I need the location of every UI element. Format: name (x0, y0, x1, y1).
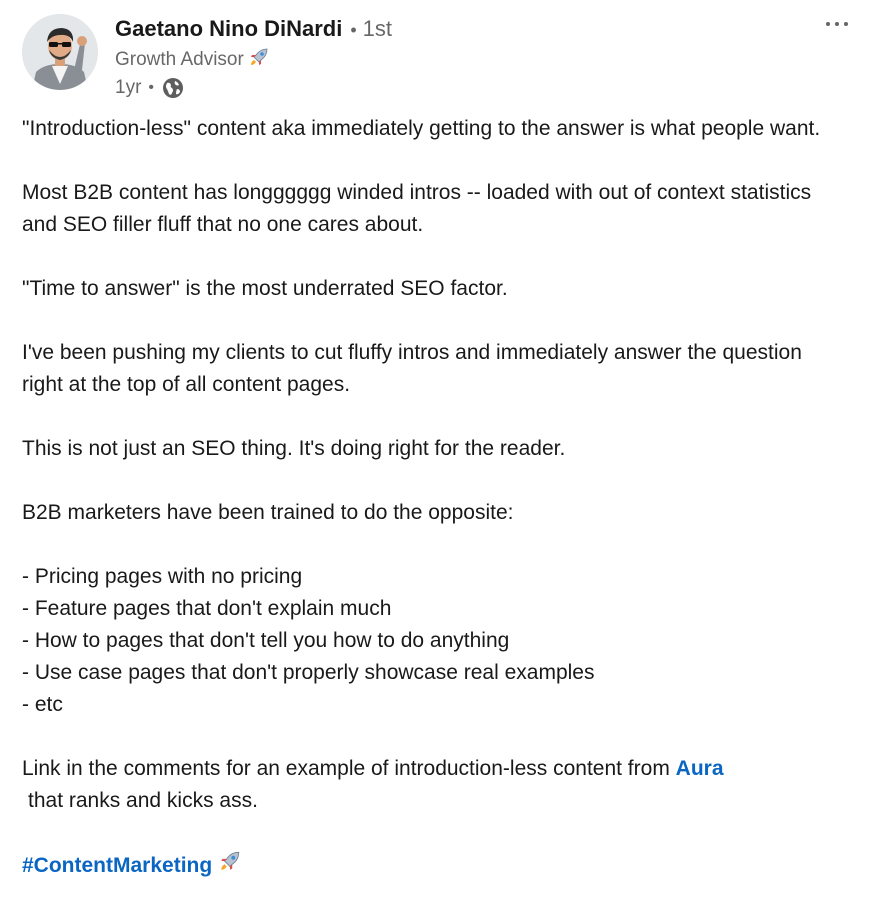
hashtag-link[interactable]: #ContentMarketing (22, 854, 213, 877)
post-list (22, 561, 842, 721)
more-options-icon[interactable] (826, 18, 850, 30)
post-paragraph: B2B marketers have been trained to do the opposite: (22, 501, 514, 524)
link-text-after: that ranks and kicks ass. (28, 789, 258, 812)
author-avatar[interactable] (22, 14, 98, 90)
post-paragraph: This is not just an SEO thing. It's doing right for the reader. (22, 437, 566, 460)
post-paragraph: "Introduction-less" content aka immediately getting to the answer is what people want. (22, 117, 821, 140)
company-mention-link[interactable]: Aura (675, 757, 724, 780)
separator-dot: • (148, 79, 155, 96)
post-paragraph-link (22, 753, 842, 817)
rocket-icon (218, 849, 242, 883)
link-text-before: Link in the comments for an example of introduction-less content from (22, 757, 676, 780)
author-name-row (115, 16, 392, 46)
post-header (115, 16, 392, 102)
hashtag-line (22, 849, 842, 883)
list-item: - Use case pages that don't properly showcase real examples (22, 661, 595, 684)
author-headline-text: Growth Advisor (115, 49, 244, 70)
post-paragraph: I've been pushing my clients to cut fluffy intros and immediately answer the question right at the top of all content pages. (22, 341, 802, 396)
list-item: - Pricing pages with no pricing (22, 565, 303, 588)
list-item: - How to pages that don't tell you how to do anything (22, 629, 510, 652)
connection-degree: 1st (362, 16, 393, 41)
list-item: - etc (22, 693, 63, 716)
post-time[interactable]: 1yr (115, 77, 142, 98)
list-item: - Feature pages that don't explain much (22, 597, 392, 620)
post-paragraph: Most B2B content has longggggg winded intros -- loaded with out of context statistics and SEO filler fluff that no one cares about. (22, 181, 812, 236)
post-body (22, 113, 842, 883)
post-paragraph: "Time to answer" is the most underrated SEO factor. (22, 277, 508, 300)
globe-icon (162, 77, 184, 99)
rocket-icon (248, 46, 270, 77)
separator-dot: • (350, 20, 357, 40)
post-meta (115, 74, 392, 102)
author-name[interactable]: Gaetano Nino DiNardi (115, 16, 343, 41)
author-headline (115, 46, 392, 74)
